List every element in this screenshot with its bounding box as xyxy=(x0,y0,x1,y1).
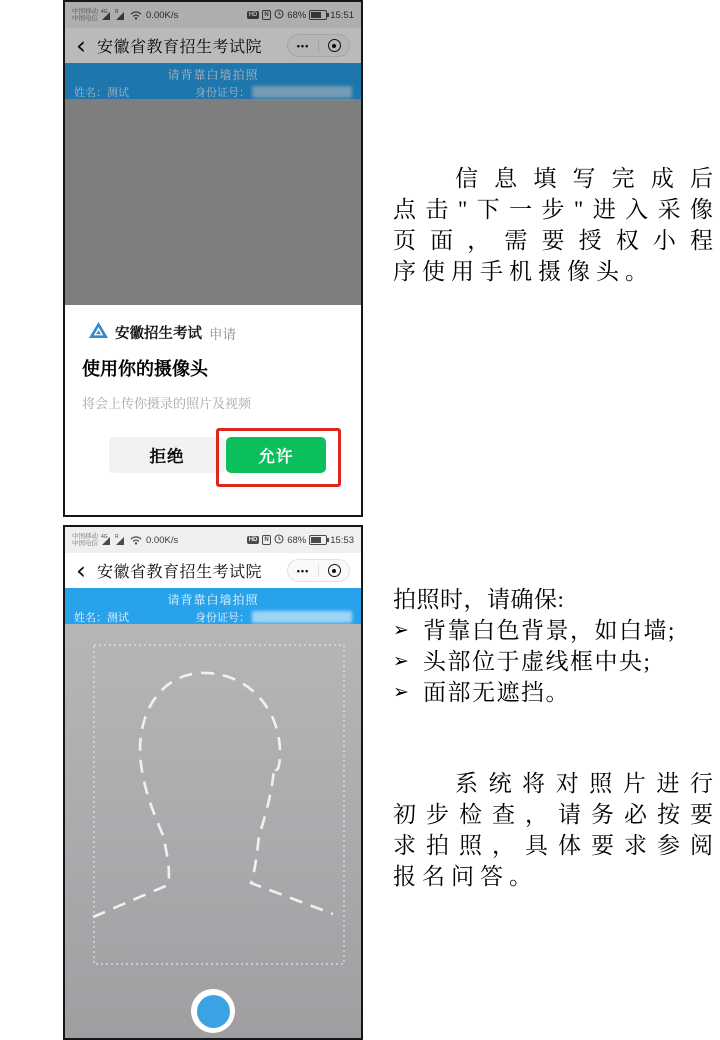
nfc-badge-icon: N xyxy=(262,10,271,20)
banner-tip-text: 请背靠白墙拍照 xyxy=(167,68,259,82)
modal-dim-overlay xyxy=(65,2,361,305)
phone-screenshot-permission xyxy=(63,0,363,517)
close-minimize-button[interactable] xyxy=(319,564,349,577)
capture-button[interactable] xyxy=(191,989,235,1033)
status-bar xyxy=(65,527,361,553)
page-title: 安徽省教育招生考试院 xyxy=(97,39,263,56)
clock-time: 15:51 xyxy=(330,9,354,21)
network-speed: 0.00K/s xyxy=(146,534,179,546)
target-icon xyxy=(328,564,341,577)
id-label: 身份证号： xyxy=(195,87,250,99)
bullet-item: ➢ 背靠白色背景，如白墙; xyxy=(393,615,713,646)
paragraph-photo-requirements xyxy=(393,584,713,708)
page-title: 安徽省教育招生考试院 xyxy=(97,564,263,581)
photo-tip-banner xyxy=(65,588,361,624)
head-position-guide xyxy=(65,624,361,1038)
text-line: 信息填写完成后 xyxy=(455,166,713,191)
wechat-capsule xyxy=(287,559,350,582)
carrier-labels: 中国移动 中国电信 xyxy=(72,532,98,547)
arrow-bullet-icon: ➢ xyxy=(393,620,409,641)
more-menu-button[interactable]: ••• xyxy=(296,40,310,51)
nav-bar xyxy=(65,553,361,588)
signal-icon: 4G xyxy=(101,535,113,546)
text-line: 序使用手机摄像头。 xyxy=(393,259,654,284)
allow-button[interactable]: 允许 xyxy=(226,437,326,473)
back-button[interactable]: ‹ xyxy=(76,30,86,60)
head-outline-dashed xyxy=(93,673,333,917)
wifi-icon xyxy=(130,535,142,545)
more-menu-button[interactable]: ••• xyxy=(296,565,310,576)
bullet-item: ➢ 头部位于虚线框中央; xyxy=(393,646,713,677)
camera-viewfinder xyxy=(65,624,361,1038)
battery-icon xyxy=(309,535,327,545)
back-button[interactable]: ‹ xyxy=(76,555,86,585)
signal-icon: R xyxy=(115,10,127,21)
text-line: 初步检查，请务必按要 xyxy=(393,802,713,827)
hd-badge-icon: HD xyxy=(248,12,258,18)
requirements-title: 拍照时，请确保: xyxy=(393,587,565,612)
camera-permission-dialog xyxy=(65,305,361,515)
clock-time: 15:53 xyxy=(330,534,354,546)
shutter-icon xyxy=(197,995,230,1028)
app-name: 安徽招生考试 xyxy=(115,326,202,342)
signal-icon: 4G xyxy=(101,10,113,21)
id-number-masked xyxy=(252,611,352,623)
text-line: 点击"下一步"进入采像 xyxy=(393,197,713,222)
deny-button[interactable]: 拒绝 xyxy=(109,437,225,473)
request-suffix: 申请 xyxy=(209,326,236,342)
name-field: 姓名：测试 xyxy=(74,87,129,99)
text-line: 系统将对照片进行 xyxy=(455,771,713,796)
nfc-badge-icon: N xyxy=(262,535,271,545)
text-line: 求拍照，具体要求参阅 xyxy=(393,833,713,858)
text-line: 报名问答。 xyxy=(393,864,538,889)
battery-percent: 68% xyxy=(287,9,307,21)
alarm-icon xyxy=(274,531,284,549)
battery-percent: 68% xyxy=(287,534,307,546)
app-logo-icon xyxy=(89,322,108,343)
id-label: 身份证号： xyxy=(195,612,250,624)
bullet-item: ➢ 面部无遮挡。 xyxy=(393,677,713,708)
network-speed: 0.00K/s xyxy=(146,9,179,21)
phone-screenshot-capture xyxy=(63,525,363,1040)
arrow-bullet-icon: ➢ xyxy=(393,651,409,672)
allow-highlight-annotation xyxy=(216,428,341,487)
text-line: 页面，需要授权小程 xyxy=(393,228,713,253)
name-field: 姓名：测试 xyxy=(74,612,129,624)
arrow-bullet-icon: ➢ xyxy=(393,682,409,703)
hd-badge-icon: HD xyxy=(248,537,258,543)
carrier-labels: 中国移动 中国电信 xyxy=(72,7,98,22)
dotted-frame xyxy=(94,645,344,964)
paragraph-photo-check xyxy=(393,768,713,892)
banner-tip-text: 请背靠白墙拍照 xyxy=(167,593,259,607)
permission-title: 使用你的摄像头 xyxy=(82,359,208,379)
signal-icon: R xyxy=(115,535,127,546)
permission-description: 将会上传你摄录的照片及视频 xyxy=(82,396,252,411)
paragraph-camera-permission xyxy=(393,163,713,287)
